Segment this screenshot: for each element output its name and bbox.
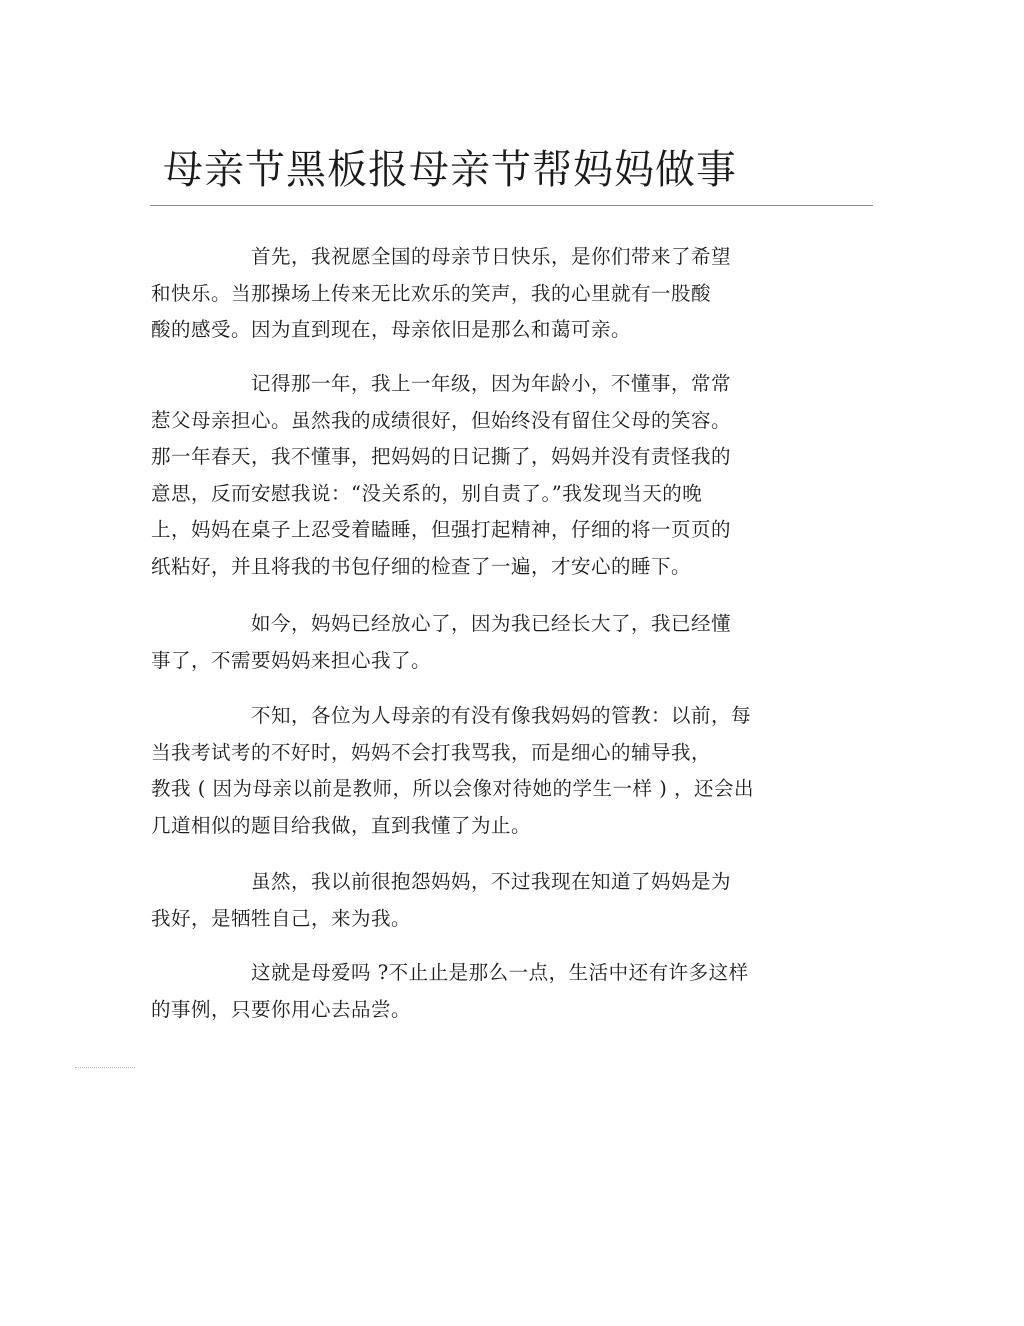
paragraph-4: [151, 698, 851, 844]
paragraph-line: 酸的感受。因为直到现在，母亲依旧是那么和蔼可亲。: [151, 318, 632, 341]
paragraph-line: 首先，我祝愿全国的母亲节日快乐，是你们带来了希望: [251, 245, 732, 268]
paragraph-line: 虽然，我以前很抱怨妈妈，不过我现在知道了妈妈是为: [251, 870, 732, 893]
paragraph-line: 记得那一年，我上一年级，因为年龄小，不懂事，常常: [251, 372, 732, 395]
paragraph-3: [151, 606, 851, 679]
paragraph-line: 教我 ( 因为母亲以前是教师，所以会像对待她的学生一样 ) ，还会出: [151, 777, 755, 800]
paragraph-line: 事了，不需要妈妈来担心我了。: [151, 648, 432, 672]
paragraph-line: 这就是母爱吗 ?不止止是那么一点，生活中还有许多这样: [251, 961, 749, 984]
paragraph-line: 意思，反而安慰我说：“没关系的，别自责了。”我发现当天的晚: [151, 481, 703, 505]
paragraph-1: [151, 239, 851, 349]
paragraph-line: 几道相似的题目给我做，直到我懂了为止。: [151, 813, 532, 837]
paragraph-line: 纸粘好，并且将我的书包仔细的检查了一遍，才安心的睡下。: [151, 554, 692, 578]
paragraph-line: 如今，妈妈已经放心了，因为我已经长大了，我已经懂: [251, 612, 732, 635]
paragraph-line: 那一年春天，我不懂事，把妈妈的日记撕了，妈妈并没有责怪我的: [151, 445, 732, 468]
paragraph-line: 上，妈妈在桌子上忍受着瞌睡，但强打起精神，仔细的将一页页的: [151, 518, 732, 541]
page-title: 母亲节黑板报母亲节帮妈妈做事: [163, 147, 737, 193]
paragraph-line: 的事例，只要你用心去品尝。: [151, 997, 412, 1021]
paragraph-5: [151, 864, 851, 937]
paragraph-line: 惹父母亲担心。虽然我的成绩很好，但始终没有留住父母的笑容。: [151, 408, 732, 432]
paragraph-line: 不知，各位为人母亲的有没有像我妈妈的管教：以前，每: [251, 704, 752, 727]
title-divider: [150, 205, 873, 206]
paragraph-2: [151, 366, 851, 585]
paragraph-line: 当我考试考的不好时，妈妈不会打我骂我，而是细心的辅导我，: [151, 740, 712, 764]
paragraph-line: 我好，是牺牲自己，来为我。: [151, 906, 412, 930]
footer-mark: [75, 1067, 135, 1068]
paragraph-6: [151, 955, 851, 1028]
paragraph-line: 和快乐。当那操场上传来无比欢乐的笑声，我的心里就有一股酸: [151, 281, 712, 305]
